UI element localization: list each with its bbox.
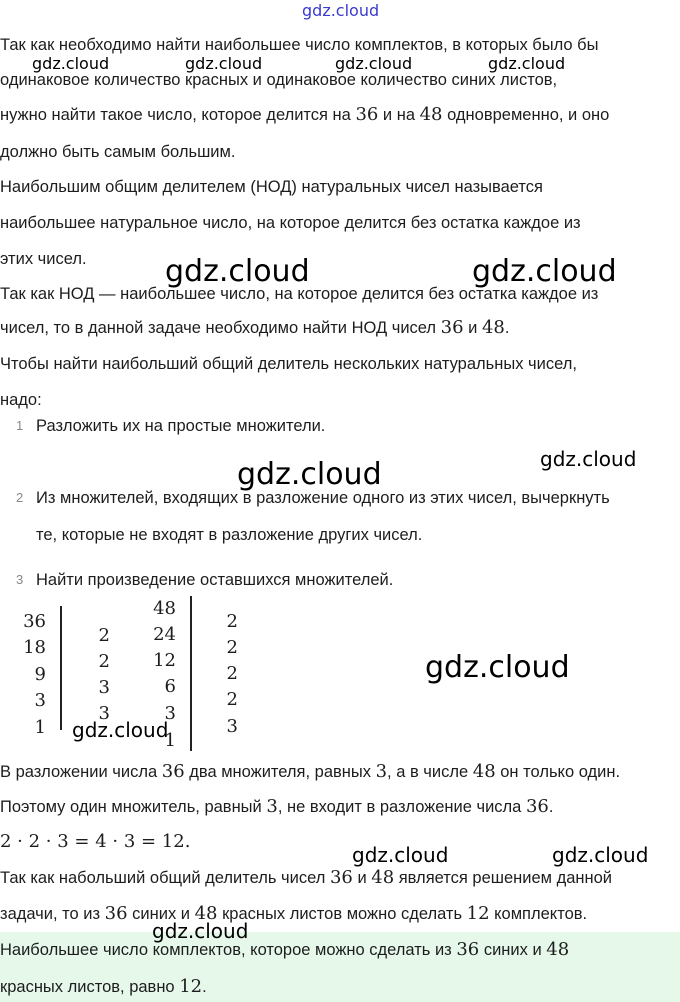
factor-36-dividend: 36 xyxy=(23,611,46,632)
p5-line2: Поэтому один множитель, равный 3, не входит в разложение числа 36. xyxy=(0,796,554,817)
watermark: gdz.cloud xyxy=(185,54,263,73)
factor-36-dividend: 18 xyxy=(23,637,46,658)
factor-48-divisor: 2 xyxy=(226,611,238,632)
factor-48-divisor: 3 xyxy=(226,716,238,737)
p6-line1: Так как набольший общий делитель чисел 36 и 48 является решением данной xyxy=(0,867,613,888)
watermark: gdz.cloud xyxy=(488,54,566,73)
watermark: gdz.cloud xyxy=(335,54,413,73)
p3-line2: чисел, то в данной задаче необходимо найти НОД чисел 36 и 48. xyxy=(0,317,510,338)
p2-line2: наибольшее натуральное число, на которое делится без остатка каждое из xyxy=(0,214,581,232)
step-number: 1 xyxy=(16,418,24,433)
watermark-top: gdz.cloud xyxy=(302,1,380,20)
factor-48-dividend: 48 xyxy=(153,598,176,619)
step-number: 3 xyxy=(16,572,24,587)
step-text: Из множителей, входящих в разложение одного из этих чисел, вычеркнуть xyxy=(36,489,610,507)
p4-line1: Чтобы найти наибольший общий делитель нескольких натуральных чисел, xyxy=(0,355,577,373)
p2-line1: Наибольшим общим делителем (НОД) натуральных чисел называется xyxy=(0,178,543,196)
watermark: gdz.cloud xyxy=(237,457,382,492)
factor-48-divisor: 2 xyxy=(226,637,238,658)
factor-48-dividend: 12 xyxy=(153,650,176,671)
factor-36-divisor: 2 xyxy=(98,651,110,672)
watermark: gdz.cloud xyxy=(425,650,570,685)
step-text-continued: те, которые не входят в разложение других чисел. xyxy=(36,526,423,544)
factor-48-dividend: 1 xyxy=(164,730,176,751)
p1-line2: одинаковое количество красных и одинаковое количество синих листов, xyxy=(0,71,558,89)
factor-36-divisor: 3 xyxy=(98,703,110,724)
p6-line2: задачи, то из 36 синих и 48 красных листов можно сделать 12 комплектов. xyxy=(0,903,588,924)
step-text: Найти произведение оставшихся множителей. xyxy=(36,571,394,589)
watermark: gdz.cloud xyxy=(32,54,110,73)
p1-line4: должно быть самым большим. xyxy=(0,143,236,161)
factor-36-dividend: 9 xyxy=(34,664,46,685)
watermark: gdz.cloud xyxy=(152,919,249,943)
p1-line3: нужно найти такое число, которое делится на 36 и на 48 одновременно, и оно xyxy=(0,104,610,125)
answer-line2: красных листов, равно 12. xyxy=(0,976,207,997)
p4-line2: надо: xyxy=(0,391,42,409)
p1-line1: Так как необходимо найти наибольшее число комплектов, в которых было бы xyxy=(0,36,599,54)
factor-48-divisor: 2 xyxy=(226,663,238,684)
factor-divider xyxy=(190,596,192,751)
factor-48-divisor: 2 xyxy=(226,689,238,710)
watermark: gdz.cloud xyxy=(552,843,649,867)
watermark: gdz.cloud xyxy=(72,718,169,742)
factor-48-dividend: 24 xyxy=(153,624,176,645)
watermark: gdz.cloud xyxy=(165,254,310,289)
p5-line1: В разложении числа 36 два множителя, равных 3, а в числе 48 он только один. xyxy=(0,761,621,782)
factor-36-divisor: 3 xyxy=(98,677,110,698)
watermark: gdz.cloud xyxy=(540,447,637,471)
step-number: 2 xyxy=(16,490,24,505)
p3-line1: Так как НОД — наибольшее число, на которое делится без остатка каждое из xyxy=(0,285,599,303)
factor-48-dividend: 6 xyxy=(164,676,176,697)
formula: 2 · 2 · 3 = 4 · 3 = 12. xyxy=(0,831,191,852)
factor-36-dividend: 3 xyxy=(34,690,46,711)
answer-line1: Наибольшее число комплектов, которое можно сделать из 36 синих и 48 xyxy=(0,939,570,960)
factor-36-dividend: 1 xyxy=(34,717,46,738)
factor-48-dividend: 3 xyxy=(164,703,176,724)
p2-line3: этих чисел. xyxy=(0,250,87,268)
watermark: gdz.cloud xyxy=(472,254,617,289)
step-text: Разложить их на простые множители. xyxy=(36,417,326,435)
watermark: gdz.cloud xyxy=(352,843,449,867)
factor-divider xyxy=(60,606,62,730)
factor-36-divisor: 2 xyxy=(98,625,110,646)
